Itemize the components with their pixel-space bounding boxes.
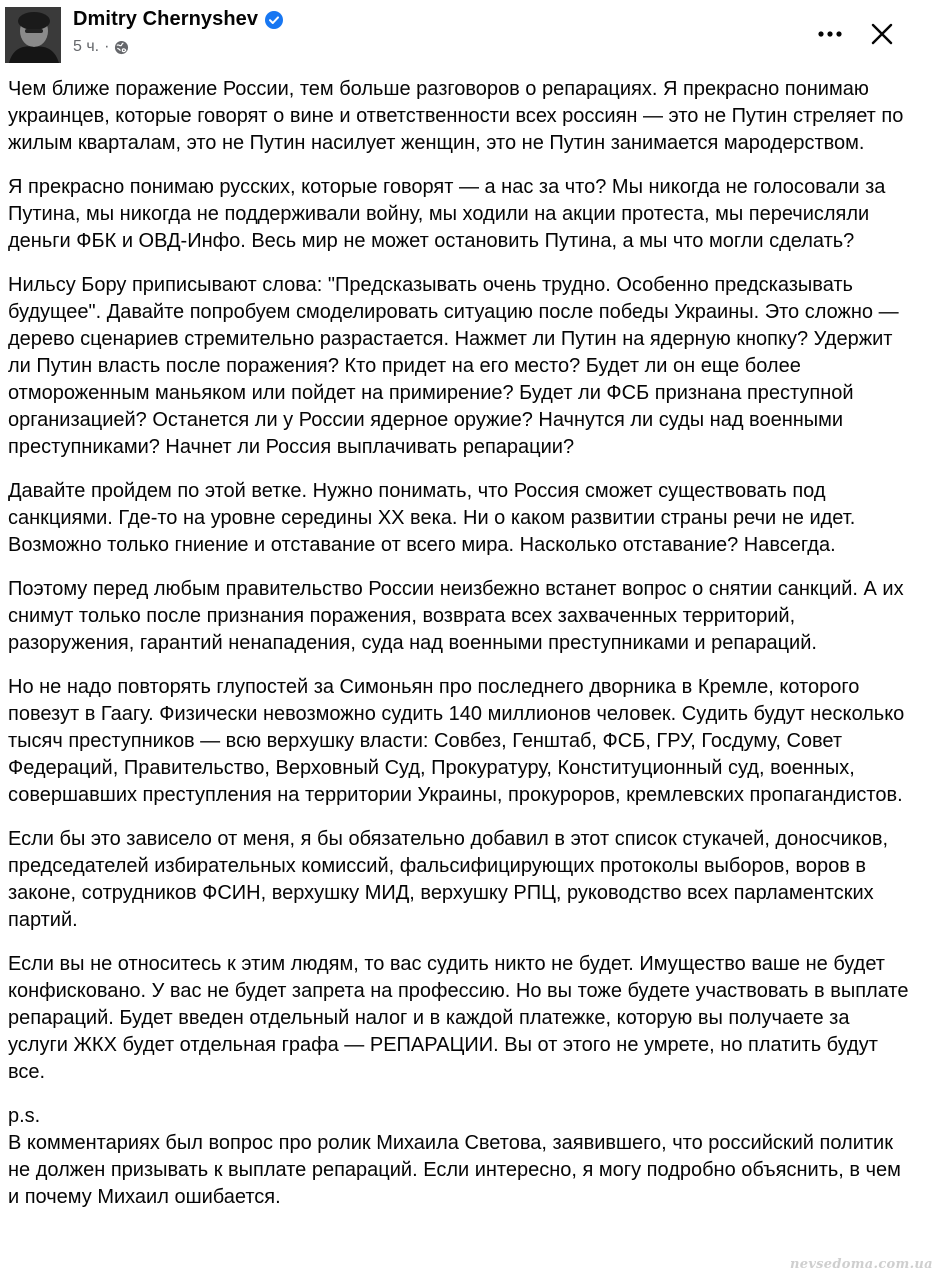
- close-button[interactable]: [862, 14, 902, 54]
- author-name[interactable]: Dmitry Chernyshev: [73, 8, 259, 30]
- post-paragraph: Давайте пройдем по этой ветке. Нужно понимать, что Россия сможет существовать под санкциями. Где-то на уровне середины XX века. Ни о каком развитии страны речи не идет. Возможно только гниение и отставание от всего мира. Насколько отставание? Навсегда.: [8, 480, 856, 556]
- postscript-label: p.s.: [8, 1105, 41, 1127]
- post-body: [8, 76, 912, 1211]
- author-avatar[interactable]: [5, 7, 61, 63]
- postscript-text: В комментариях был вопрос про ролик Михаила Светова, заявившего, что российский политик не должен призывать к выплате репараций. Если интересно, я могу подробно объяснить, в чем и почему Михаил ошибается.: [8, 1132, 901, 1208]
- avatar-photo: [5, 7, 61, 63]
- site-watermark: nevsedoma.com.ua: [790, 1257, 933, 1272]
- post-paragraph: Но не надо повторять глупостей за Симоньян про последнего дворника в Кремле, которого повезут в Гаагу. Физически невозможно судить 140 миллионов человек. Судить будут несколько тысяч преступников — всю верхушку власти: Совбез, Генштаб, ФСБ, ГРУ, Госдуму, Совет Федераций, Правительство, Верховный Суд, Прокуратуру, Конституционный суд, военных, совершавших преступления на территории Украины, прокуроров, кремлевских пропагандистов.: [8, 676, 905, 806]
- post-paragraph: Я прекрасно понимаю русских, которые говорят — а нас за что? Мы никогда не голосовали за Путина, мы никогда не поддерживали войну, мы ходили на акции протеста, мы перечисляли деньги ФБК и ОВД-Инфо. Весь мир не может остановить Путина, а мы что могли сделать?: [8, 176, 886, 252]
- post-paragraph: Если бы это зависело от меня, я бы обязательно добавил в этот список стукачей, доносчиков, председателей избирательных комиссий, фальсифицирующих протоколы выборов, воров в законе, сотрудников ФСИН, верхушку МИД, верхушку РПЦ, руководство всех парламентских партий.: [8, 828, 889, 931]
- globe-icon[interactable]: [114, 40, 129, 55]
- post-paragraph: Поэтому перед любым правительство России неизбежно встанет вопрос о снятии санкций. А их снимут только после признания поражения, возврата всех захваченных территорий, разоружения, гарантий ненападения, суда над военными преступниками и репараций.: [8, 578, 904, 654]
- more-options-button[interactable]: [808, 20, 852, 48]
- author-line: [73, 8, 283, 31]
- post-meta: [73, 38, 129, 56]
- post-timestamp[interactable]: 5 ч.: [73, 38, 100, 55]
- more-options-icon: [817, 30, 843, 38]
- close-icon: [871, 23, 893, 45]
- postscript: [8, 1103, 912, 1211]
- post-paragraph: Нильсу Бору приписывают слова: "Предсказывать очень трудно. Особенно предсказывать будущее". Давайте попробуем смоделировать ситуацию после победы Украины. Это сложно — дерево сценариев стремительно разрастается. Нажмет ли Путин на ядерную кнопку? Удержит ли Путин власть после поражения? Кто придет на его место? Будет ли он еще более отмороженным маньяком или пойдет на примирение? Будет ли ФСБ признана преступной организацией? Останется ли у России ядерное оружие? Начнутся ли суды над военными преступниками? Начнет ли Россия выплачивать репарации?: [8, 274, 899, 458]
- verified-badge-icon: [265, 11, 283, 29]
- post-header: [0, 0, 918, 72]
- post-paragraph: Если вы не относитесь к этим людям, то вас судить никто не будет. Имущество ваше не будет конфисковано. У вас не будет запрета на профессию. Но вы тоже будете участвовать в выплате репараций. Будет введен отдельный налог и в каждой платежке, которую вы получаете за услуги ЖКХ будет отдельная графа — РЕПАРАЦИИ. Вы от этого не умрете, но платить будут все.: [8, 953, 909, 1083]
- post-paragraph: Чем ближе поражение России, тем больше разговоров о репарациях. Я прекрасно понимаю украинцев, которые говорят о вине и ответственности всех россиян — это не Путин стреляет по жилым кварталам, это не Путин насилует женщин, это не Путин занимается мародерством.: [8, 78, 904, 154]
- meta-separator: ·: [104, 38, 110, 55]
